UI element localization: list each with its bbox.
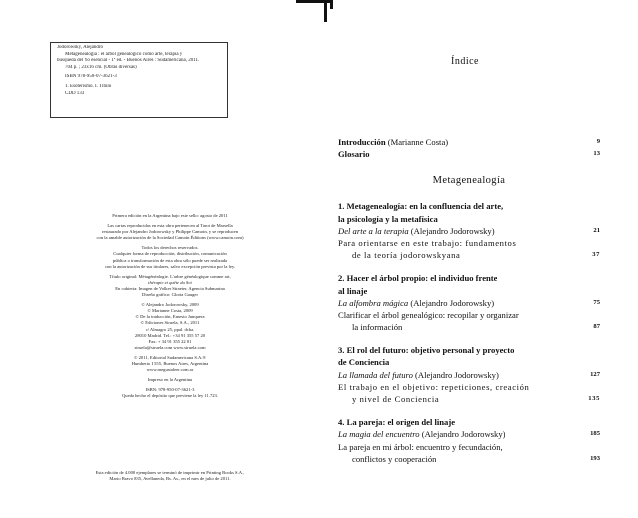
chapter-heading: 1. Metagenealogía: en la confluencia del arte, bbox=[338, 201, 504, 212]
toc-page-number: 193 bbox=[590, 454, 600, 462]
toc-entry[interactable] bbox=[338, 225, 600, 237]
section-title: Metagenealogía bbox=[432, 175, 506, 187]
toc-entry-italic: La alfombra mágica bbox=[338, 297, 409, 308]
toc-entry-italic: La magia del encuentro bbox=[338, 429, 420, 440]
address-line: Fax: + 34 91 355 22 01 bbox=[148, 338, 192, 344]
address-line: c/ Almagro 25, ppal. dcha. bbox=[145, 326, 195, 332]
chapter-heading: 3. El rol del futuro: objetivo personal y proyecto bbox=[338, 345, 515, 356]
catalog-title: Metagenealogía : el árbol genealógico como arte, terapia y bbox=[65, 51, 183, 57]
catalog-record-box bbox=[50, 42, 228, 118]
print-run-line: Mario Bravo 835, Avellaneda, Bs. As., en el mes de julio de 2011. bbox=[109, 476, 231, 482]
imprint-line: restaurado por Alejandro Jodorowsky y Philippe Camoin, y se reproducen bbox=[102, 229, 238, 235]
crop-mark-stem bbox=[324, 0, 327, 22]
imprint-line: con la autorización de sus titulares, salvo excepción prevista por la ley. bbox=[104, 263, 236, 269]
catalog-title-cont: búsqueda del Yo esencial - 1ª ed. - Buenos Aires : Sudamericana, 2011. bbox=[57, 58, 200, 64]
original-title-line: Título original: Métagénéalogie. L'arbre généalogique comme art, bbox=[109, 273, 231, 279]
edition-line: Primera edición en la Argentina bajo este sello: agosto de 2011 bbox=[112, 213, 228, 218]
printed-in-line: Impreso en la Argentina bbox=[147, 377, 193, 383]
toc-page-number: 9 bbox=[596, 138, 600, 145]
catalog-subject: 1. Esoterismo. I. Título bbox=[65, 83, 112, 89]
toc-entry-author: (Alejandro Jodorowsky) bbox=[412, 369, 499, 380]
isbn-line: ISBN: 978-950-07-3621-3 bbox=[145, 387, 195, 393]
toc-entry[interactable]: Para orientarse en este trabajo: fundamentos bbox=[338, 237, 517, 248]
design-credit: Diseño gráfico: Gloria Gauger bbox=[142, 292, 198, 298]
chapter-heading-cont: al linaje bbox=[338, 285, 368, 296]
toc-page-number: 13 bbox=[593, 150, 600, 158]
toc-entry-label: Introducción bbox=[338, 137, 386, 147]
toc-entry[interactable] bbox=[338, 297, 600, 309]
publisher-line: Humberto I 555, Buenos Aires, Argentina bbox=[131, 360, 209, 366]
toc-entry-glossary[interactable] bbox=[338, 148, 600, 160]
toc-entry[interactable] bbox=[338, 428, 600, 440]
legal-deposit-line: Queda hecho el depósito que previene la ley 11.723. bbox=[121, 393, 218, 399]
toc-page-number: 37 bbox=[592, 251, 600, 259]
print-run-line: Esta edición de 4.000 ejemplares se terminó de imprimir en Printing Books S.A., bbox=[95, 470, 245, 475]
catalog-pages: 704 p. ; 23x16 cm. (Obras diversas) bbox=[65, 64, 137, 70]
copyright-line: © De la traducción, Ernesto Junquera bbox=[135, 314, 205, 320]
toc-entry-cont[interactable]: la información 87 bbox=[352, 322, 600, 333]
print-run-note bbox=[40, 470, 300, 482]
toc-page-number: 135 bbox=[588, 395, 600, 402]
toc-entry-introduction[interactable] bbox=[338, 136, 600, 148]
toc-page-number: 185 bbox=[590, 430, 600, 438]
address-line: siruela@siruela.com www.siruela.com bbox=[134, 344, 206, 350]
index-page bbox=[330, 0, 638, 518]
toc-entry-cont[interactable]: de la teoría jodorowskyana 37 bbox=[352, 250, 600, 261]
chapter-heading-cont: la psicología y la metafísica bbox=[338, 213, 438, 224]
toc-entry-cont[interactable]: conflictos y cooperación 193 bbox=[352, 453, 600, 464]
cover-credit: En cubierta: Imagen de Volker Straeter, Agencia Submarina bbox=[115, 285, 225, 291]
chapter-heading: 2. Hacer el árbol propio: el individuo frente bbox=[338, 273, 498, 284]
imprint-line: Todos los derechos reservados. bbox=[141, 245, 199, 251]
original-title-line: thérapie et quête du Soi bbox=[148, 279, 192, 285]
address-line: 28010 Madrid. Tel.: +34 91 355 57 20 bbox=[134, 332, 206, 338]
toc-entry-author: (Alejandro Jodorowsky) bbox=[419, 429, 506, 440]
toc-entry-italic: La llamada del futuro bbox=[338, 369, 413, 380]
toc-page-number: 87 bbox=[593, 323, 600, 331]
imprint-line: con la amable autorización de la Sociedad Camoin Éditions (www.camoin.com) bbox=[96, 235, 244, 241]
publisher-line: © 2011, Editorial Sudamericana S.A.® bbox=[133, 354, 206, 360]
copyright-page bbox=[0, 0, 318, 518]
catalog-author: Jodorowsky, Alejandro bbox=[57, 45, 104, 50]
copyright-line: © Ediciones Siruela, S.A., 2011 bbox=[140, 320, 200, 326]
chapter-heading-cont: de Conciencia bbox=[338, 357, 390, 368]
toc-entry[interactable]: El trabajo en el objetivo: repeticiones, creación bbox=[338, 381, 530, 392]
imprint-line: Las cartas reproducidas en esta obra pertenecen al Tarot de Marsella bbox=[107, 223, 233, 229]
toc-entry-label: Glosario bbox=[338, 149, 370, 160]
toc-entry-author: (Marianne Costa) bbox=[385, 137, 449, 147]
toc-page-number: 127 bbox=[590, 370, 600, 378]
toc-page-number: 75 bbox=[593, 298, 600, 306]
imprint-line: pública o transformación de esta obra sólo puede ser realizada bbox=[112, 257, 228, 263]
catalog-cdd: CDD 133 bbox=[65, 90, 85, 96]
index-title: Índice bbox=[451, 56, 479, 67]
chapter-heading: 4. La pareja: el origen del linaje bbox=[338, 417, 456, 428]
publisher-line: www.megustaleer.com.ar bbox=[146, 367, 194, 373]
toc-entry[interactable] bbox=[338, 369, 600, 381]
imprint-block bbox=[40, 213, 300, 399]
toc-entry-cont[interactable]: y nivel de Conciencia 135 bbox=[352, 394, 600, 404]
toc-entry[interactable]: Clarificar el árbol genealógico: recopilar y organizar bbox=[338, 309, 519, 320]
toc-entry[interactable]: La pareja en mi árbol: encuentro y fecundación, bbox=[338, 441, 503, 452]
toc-entry-italic: Del arte a la terapia bbox=[338, 225, 409, 236]
copyright-line: © Marianne Costa, 2009 bbox=[147, 308, 193, 314]
toc-page-number: 21 bbox=[593, 226, 600, 234]
table-of-contents bbox=[338, 136, 600, 465]
toc-entry-author: (Alejandro Jodorowsky) bbox=[408, 225, 495, 236]
catalog-isbn: ISBN 978-950-07-3621-3 bbox=[65, 74, 117, 80]
imprint-line: Cualquier forma de reproducción, distribución, comunicación bbox=[113, 251, 227, 257]
copyright-line: © Alejandro Jodorowsky, 2009 bbox=[141, 302, 199, 308]
toc-entry-author: (Alejandro Jodorowsky) bbox=[408, 297, 495, 308]
